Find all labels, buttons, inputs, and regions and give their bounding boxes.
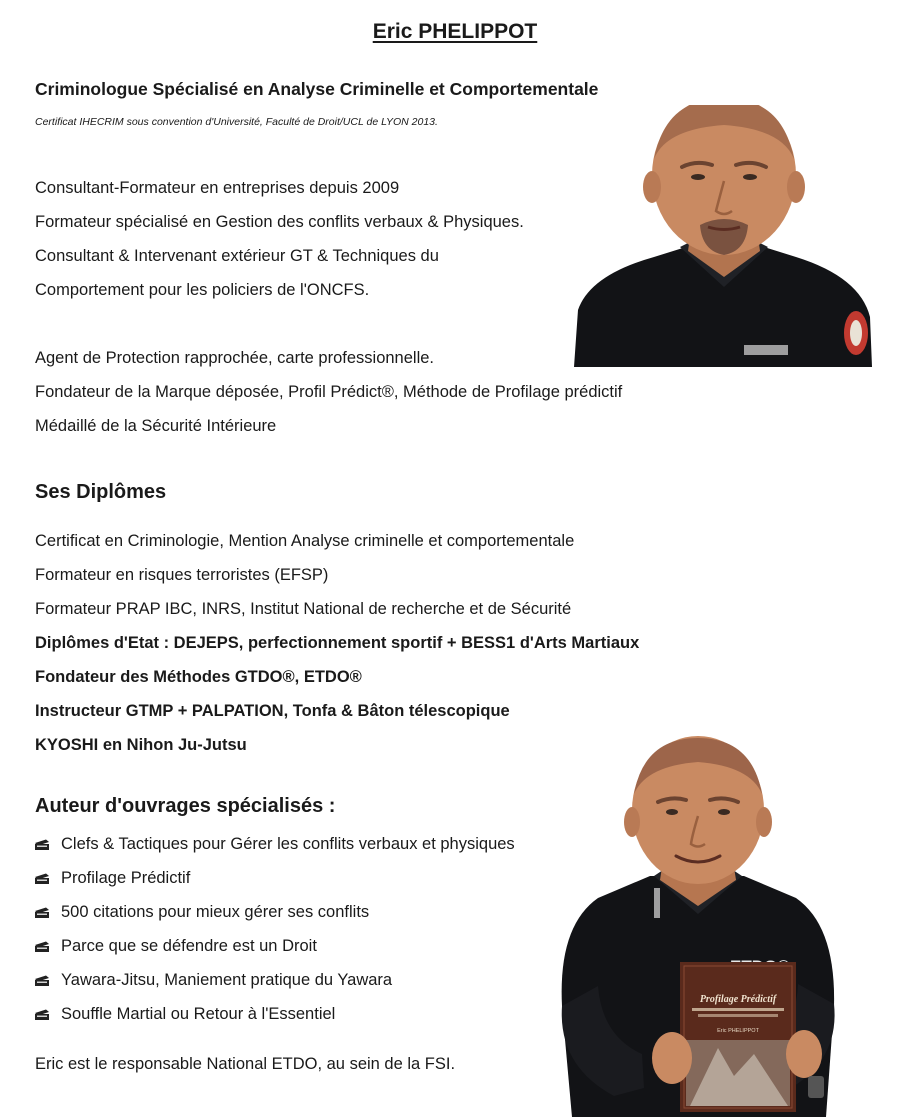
book-title: Clefs & Tactiques pour Gérer les conflits verbaux et physiques bbox=[61, 835, 515, 853]
book-icon bbox=[35, 975, 50, 986]
book-item bbox=[35, 963, 515, 997]
book-cover-title: Profilage Prédictif bbox=[699, 994, 777, 1005]
book-title: 500 citations pour mieux gérer ses conflits bbox=[61, 903, 370, 921]
book-icon bbox=[35, 873, 50, 884]
diplomas-heading: Ses Diplômes bbox=[35, 481, 167, 503]
diploma-item: Fondateur des Méthodes GTDO®, ETDO® bbox=[35, 668, 362, 686]
role-item: Médaillé de la Sécurité Intérieure bbox=[35, 417, 277, 435]
book-title: Profilage Prédictif bbox=[61, 869, 191, 887]
certificate-note: Certificat IHECRIM sous convention d'Université, Faculté de Droit/UCL de LYON 2013. bbox=[35, 116, 438, 128]
experience-item: Consultant & Intervenant extérieur GT & Techniques du bbox=[35, 247, 439, 265]
role-item: Fondateur de la Marque déposée, Profil Prédict®, Méthode de Profilage prédictif bbox=[35, 383, 623, 401]
book-cover-author: Eric PHELIPPOT bbox=[717, 1028, 759, 1034]
book-item bbox=[35, 861, 515, 895]
author-photo bbox=[558, 736, 840, 1117]
profession-title: Criminologue Spécialisé en Analyse Criminelle et Comportementale bbox=[35, 79, 599, 99]
book-title: Souffle Martial ou Retour à l'Essentiel bbox=[61, 1005, 336, 1023]
book-title: Parce que se défendre est un Droit bbox=[61, 937, 317, 955]
author-illustration bbox=[558, 736, 840, 1117]
book-item bbox=[35, 929, 515, 963]
books-list bbox=[35, 827, 515, 1031]
book-icon bbox=[35, 1009, 50, 1020]
books-heading: Auteur d'ouvrages spécialisés : bbox=[35, 795, 336, 817]
book-icon bbox=[35, 839, 50, 850]
book-icon bbox=[35, 907, 50, 918]
book-item bbox=[35, 997, 515, 1031]
experience-item: Comportement pour les policiers de l'ONCFS. bbox=[35, 281, 370, 299]
book-icon bbox=[35, 941, 50, 952]
diploma-item: KYOSHI en Nihon Ju-Jutsu bbox=[35, 736, 247, 754]
footer-note: Eric est le responsable National ETDO, au sein de la FSI. bbox=[35, 1055, 456, 1073]
book-item bbox=[35, 895, 515, 929]
experience-list bbox=[35, 171, 524, 307]
book-item bbox=[35, 827, 515, 861]
diplomas-list bbox=[35, 524, 639, 762]
book-title: Yawara-Jitsu, Maniement pratique du Yawara bbox=[61, 971, 393, 989]
diploma-item: Instructeur GTMP + PALPATION, Tonfa & Bâton télescopique bbox=[35, 702, 510, 720]
diploma-item: Certificat en Criminologie, Mention Analyse criminelle et comportementale bbox=[35, 532, 575, 550]
diploma-item: Formateur en risques terroristes (EFSP) bbox=[35, 566, 329, 584]
page-title: Eric PHELIPPOT bbox=[372, 20, 538, 43]
role-item: Agent de Protection rapprochée, carte professionnelle. bbox=[35, 349, 434, 367]
roles-list bbox=[35, 341, 622, 443]
portrait-illustration bbox=[574, 105, 872, 367]
diploma-item: Diplômes d'Etat : DEJEPS, perfectionnement sportif + BESS1 d'Arts Martiaux bbox=[35, 634, 640, 652]
experience-item: Consultant-Formateur en entreprises depuis 2009 bbox=[35, 179, 400, 197]
portrait-photo bbox=[574, 105, 872, 367]
diploma-item: Formateur PRAP IBC, INRS, Institut National de recherche et de Sécurité bbox=[35, 600, 572, 618]
experience-item: Formateur spécialisé en Gestion des conflits verbaux & Physiques. bbox=[35, 213, 524, 231]
